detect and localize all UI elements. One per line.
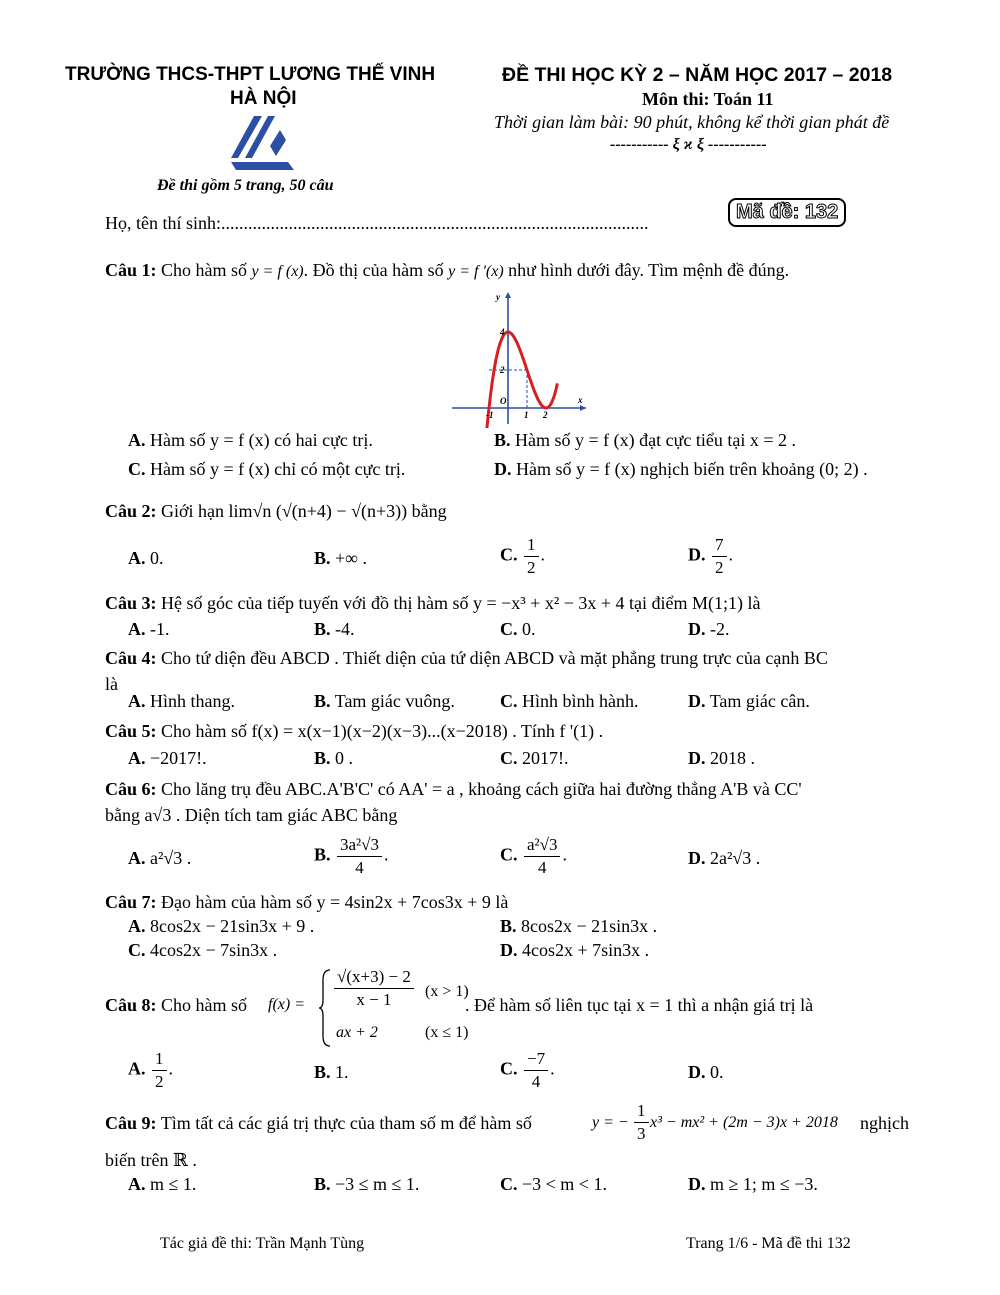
exam-subject: Môn thi: Toán 11 <box>642 89 774 109</box>
q5-option-d[interactable]: D. 2018 . <box>688 748 755 768</box>
header-separator: ----------- ξ ϰ ξ ----------- <box>610 136 767 153</box>
question-8-label: Câu 8: Cho hàm số <box>105 995 248 1015</box>
x-axis-arrow <box>580 405 586 411</box>
exam-code-badge: Mã đề: 132 <box>728 198 846 227</box>
q7-option-d[interactable]: D. 4cos2x + 7sin3x . <box>500 940 650 960</box>
q8-case-1: $\frac{√(x+3) - 2}{x - 1}$ <box>332 966 416 1011</box>
q4-option-a[interactable]: A. Hình thang. <box>128 691 235 711</box>
school-city: HÀ NỘI <box>230 88 297 109</box>
school-logo <box>228 112 300 172</box>
q8-option-c[interactable]: C. $\frac{-7}{4}$ . <box>500 1049 555 1091</box>
q3-option-b[interactable]: B. -4. <box>314 619 355 639</box>
question-4: Câu 4: Cho tứ diện đều ABCD . Thiết diện của tứ diện ABCD và mặt phẳng trung trực của cạnh BC là <box>105 648 828 694</box>
q8-option-d[interactable]: D. 0. <box>688 1062 724 1082</box>
q9-option-a[interactable]: A. m ≤ 1. <box>128 1174 197 1194</box>
q8-case-2: ax + 2 <box>336 1024 378 1041</box>
q9-option-c[interactable]: C. −3 < m < 1. <box>500 1174 607 1194</box>
exam-title: ĐỀ THI HỌC KỲ 2 – NĂM HỌC 2017 – 2018 <box>502 64 893 86</box>
x-tick-label: 1 <box>524 410 529 420</box>
q5-option-a[interactable]: A. −2017!. <box>128 748 207 768</box>
q4-option-d[interactable]: D. Tam giác cân. <box>688 691 810 711</box>
x-tick-label: 2 <box>543 410 548 420</box>
q8-brace <box>318 968 332 1048</box>
y-tick-label: 2 <box>500 365 505 375</box>
q8-case-1-cond: (x > 1) <box>425 983 469 1000</box>
q3-option-a[interactable]: A. -1. <box>128 619 170 639</box>
question-1: Câu 1: Cho hàm số y = f (x). Đồ thị của hàm số y = f '(x) như hình dưới đây. Tìm mệnh đề đúng. <box>105 260 790 280</box>
q9-text-cont: biến trên ℝ . <box>105 1150 197 1170</box>
q2-option-c[interactable]: C. $\frac{1}{2}$ . <box>500 535 545 577</box>
q7-option-a[interactable]: A. 8cos2x − 21sin3x + 9 . <box>128 916 315 936</box>
footer-author: Tác giả đề thi: Trần Mạnh Tùng <box>160 1235 365 1252</box>
candidate-name-field[interactable]: Họ, tên thí sinh:............................................................................................... <box>105 213 649 233</box>
question-5: Câu 5: Cho hàm số f(x) = x(x−1)(x−2)(x−3)...(x−2018) . Tính f '(1) . <box>105 721 604 741</box>
q6-option-c[interactable]: C. $\frac{\text{a²√3}}{4}$ . <box>500 835 567 877</box>
q6-option-b[interactable]: B. $\frac{\text{3a²√3}}{4}$ . <box>314 835 389 877</box>
q5-option-b[interactable]: B. 0 . <box>314 748 354 768</box>
q9-option-d[interactable]: D. m ≥ 1; m ≤ −3. <box>688 1174 818 1194</box>
q2-option-d[interactable]: D. $\frac{7}{2}$ . <box>688 535 733 577</box>
q9-frac: $\frac{1}{3}$ <box>632 1100 651 1145</box>
x-tick-label: -1 <box>486 410 494 420</box>
q3-option-c[interactable]: C. 0. <box>500 619 536 639</box>
footer-page: Trang 1/6 - Mã đề thi 132 <box>686 1235 851 1252</box>
q1-option-a[interactable]: A. Hàm số y = f (x) có hai cực trị. <box>128 430 373 450</box>
q9-formula: x³ − mx² + (2m − 3)x + 2018 <box>650 1114 838 1131</box>
q9-option-b[interactable]: B. −3 ≤ m ≤ 1. <box>314 1174 420 1194</box>
y-tick-label: 4 <box>500 327 505 337</box>
q4-option-c[interactable]: C. Hình bình hành. <box>500 691 639 711</box>
q3-option-d[interactable]: D. -2. <box>688 619 730 639</box>
q1-option-b[interactable]: B. Hàm số y = f (x) đạt cực tiểu tại x = 2 . <box>494 430 797 450</box>
q7-option-c[interactable]: C. 4cos2x − 7sin3x . <box>128 940 278 960</box>
y-axis-arrow <box>505 292 511 298</box>
q5-option-c[interactable]: C. 2017!. <box>500 748 569 768</box>
q4-option-b[interactable]: B. Tam giác vuông. <box>314 691 455 711</box>
school-name: TRƯỜNG THCS-THPT LƯƠNG THẾ VINH <box>65 64 436 85</box>
question-2: Câu 2: Giới hạn lim√n (√(n+4) − √(n+3)) bằng <box>105 501 447 521</box>
q2-option-a[interactable]: A. 0. <box>128 548 164 568</box>
q8-option-a[interactable]: A. $\frac{1}{2}$ . <box>128 1049 173 1091</box>
q8-text: . Để hàm số liên tục tại x = 1 thì a nhận giá trị là <box>465 995 814 1015</box>
question-3: Câu 3: Hệ số góc của tiếp tuyến với đồ thị hàm số y = −x³ + x² − 3x + 4 tại điểm M(1;1) là <box>105 593 761 613</box>
question-7: Câu 7: Đạo hàm của hàm số y = 4sin2x + 7cos3x + 9 là <box>105 892 509 912</box>
question-9: Câu 9: Tìm tất cả các giá trị thực của tham số m để hàm số <box>105 1113 532 1133</box>
q8-fx: f(x) = <box>268 996 305 1013</box>
question-6: Câu 6: Cho lăng trụ đều ABC.A'B'C' có AA' = a , khoảng cách giữa hai đường thẳng A'B và CC' bằng a√3 . Diện tích tam giác ABC bằng <box>105 779 802 825</box>
q9-text2: nghịch <box>860 1113 909 1133</box>
q9-y: y = − <box>592 1114 629 1131</box>
x-axis-label: x <box>578 395 583 405</box>
y-axis-label: y <box>496 292 500 302</box>
q6-option-a[interactable]: A. a²√3 . <box>128 848 192 868</box>
exam-time: Thời gian làm bài: 90 phút, không kể thời gian phát đề <box>494 112 890 132</box>
q6-option-d[interactable]: D. 2a²√3 . <box>688 848 761 868</box>
origin-label: O <box>500 396 507 406</box>
q7-option-b[interactable]: B. 8cos2x − 21sin3x . <box>500 916 658 936</box>
pages-info: Đề thi gồm 5 trang, 50 câu <box>157 177 334 194</box>
q8-option-b[interactable]: B. 1. <box>314 1062 349 1082</box>
q1-option-c[interactable]: C. Hàm số y = f (x) chỉ có một cực trị. <box>128 459 406 479</box>
q8-case-2-cond: (x ≤ 1) <box>425 1024 469 1041</box>
derivative-graph <box>450 288 590 428</box>
q1-option-d[interactable]: D. Hàm số y = f (x) nghịch biến trên khoảng (0; 2) . <box>494 459 868 479</box>
q2-option-b[interactable]: B. +∞ . <box>314 548 367 568</box>
